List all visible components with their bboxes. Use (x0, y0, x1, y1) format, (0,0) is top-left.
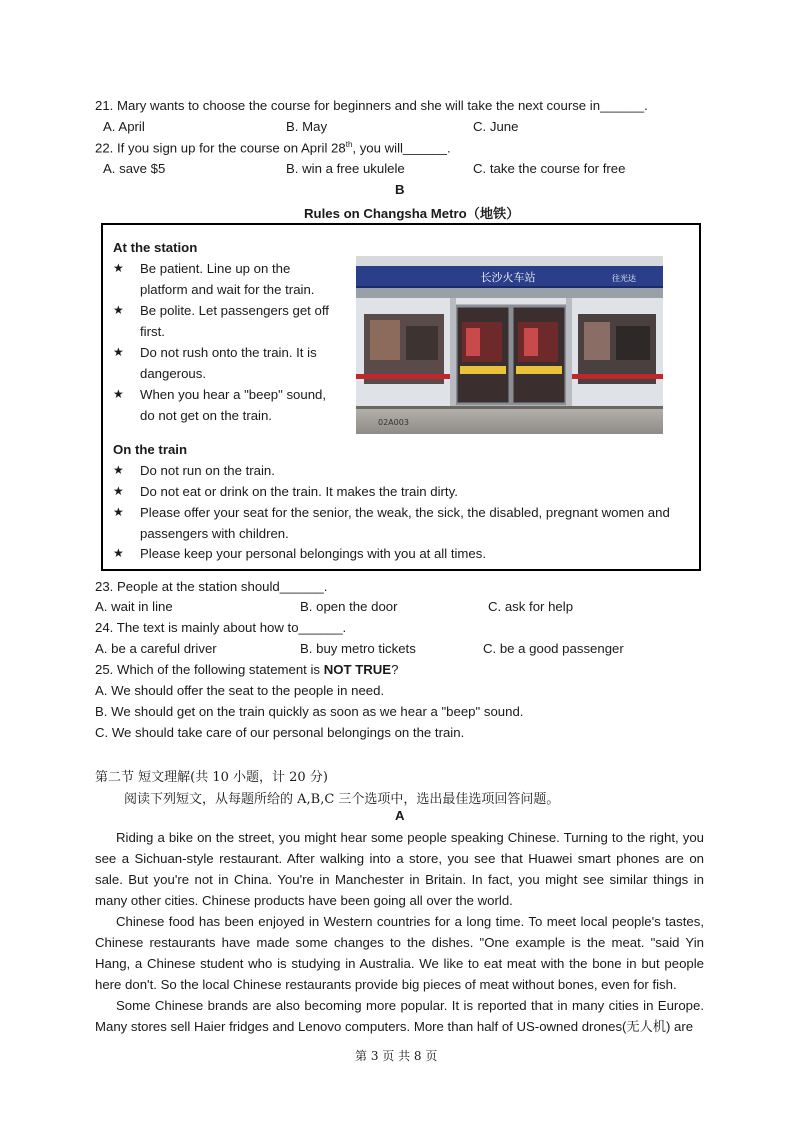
q23-option-a: A. wait in line (95, 599, 173, 614)
q23-option-c: C. ask for help (488, 599, 574, 614)
page-footer: 第 3 页 共 8 页 (355, 1049, 438, 1063)
rule-station-1-line2: platform and wait for the train. (140, 282, 315, 297)
q23-stem: 23. People at the station should______. (95, 579, 328, 594)
q21-stem: 21. Mary wants to choose the course for beginners and she will take the next course in______. (95, 98, 648, 113)
q22-option-b: B. win a free ukulele (286, 161, 405, 176)
q22-stem-end: , you will______. (352, 140, 451, 156)
rule-train-4: Please keep your personal belongings with you at all times. (140, 546, 487, 561)
q21-option-a: A. April (103, 119, 145, 134)
q25-stem (95, 662, 398, 677)
q25-option-b: B. We should get on the train quickly as soon as we hear a "beep" sound. (95, 704, 524, 719)
passage-paragraph-3: Some Chinese brands are also becoming more popular. It is reported that in many cities in Europe. Many stores sell Haier fridges and Lenovo computers. More than half of US-owned drones(无人机) are (95, 998, 704, 1034)
q25-stem-text: 25. Which of the following statement is (95, 662, 324, 677)
star-icon: ★ (113, 303, 124, 317)
star-icon: ★ (113, 345, 124, 359)
star-icon: ★ (113, 505, 124, 519)
at-station-heading: At the station (113, 240, 198, 255)
rule-station-4-line1: When you hear a "beep" sound, (140, 387, 327, 402)
q22-stem-text: 22. If you sign up for the course on April 28 (95, 140, 346, 156)
rule-station-2-line1: Be polite. Let passengers get off (140, 303, 329, 318)
q25-option-c: C. We should take care of our personal belongings on the train. (95, 725, 465, 740)
rule-station-3-line1: Do not rush onto the train. It is (140, 345, 317, 360)
rule-train-3-line2: passengers with children. (140, 526, 289, 541)
star-icon: ★ (113, 261, 124, 275)
star-icon: ★ (113, 484, 124, 498)
metro-sign-direction: 往光达 (612, 274, 636, 283)
q22-stem-sup: th (345, 140, 353, 149)
q25-option-a: A. We should offer the seat to the people in need. (95, 683, 385, 698)
rule-station-3-line2: dangerous. (140, 366, 206, 381)
rule-train-2: Do not eat or drink on the train. It makes the train dirty. (140, 484, 458, 499)
q24-option-c: C. be a good passenger (483, 641, 624, 656)
q24-option-a: A. be a careful driver (95, 641, 217, 656)
q23-option-b: B. open the door (300, 599, 398, 614)
q25-stem-end: ? (391, 662, 399, 677)
section-b-letter: B (395, 182, 405, 197)
section-b-title: Rules on Changsha Metro（地铁） (304, 206, 520, 221)
part2-instruction: 阅读下列短文，从每题所给的 A,B,C 三个选项中，选出最佳选项回答问题。 (124, 792, 560, 807)
star-icon: ★ (113, 387, 124, 401)
passage-paragraph-2: Chinese food has been enjoyed in Western countries for a long time. To meet local people's tastes, Chinese restaurants have made some changes to the dishes. "One example is the meat. "said Yin Hang, a Chinese student who is studying in Australia. We like to eat meat with the bone in but people here don't. So the local Chinese restaurants provide big pieces of meat without bones, even for fish. (95, 914, 704, 992)
q22-option-c: C. take the course for free (473, 161, 626, 176)
on-train-heading: On the train (113, 442, 187, 457)
rule-station-1-line1: Be patient. Line up on the (140, 261, 291, 276)
q24-option-b: B. buy metro tickets (300, 641, 416, 656)
train-number-label: 02A003 (378, 418, 409, 427)
passage-paragraph-1: Riding a bike on the street, you might hear some people speaking Chinese. Turning to the right, you see a Sichuan-style restaurant. After walking into a store, you see that Huawei smart phones are on sale. But you're not in China. You're in Manchester in Britain. In fact, you might see similar things in many other cities. Chinese products have been going all over the world. (95, 830, 704, 908)
q25-stem-emphasis: NOT TRUE (323, 662, 392, 677)
q22-stem (95, 140, 451, 155)
metro-sign-text: 长沙火车站 (480, 271, 536, 284)
part2-heading: 第二节 短文理解(共 10 小题，计 20 分) (95, 770, 328, 785)
metro-train-photo (356, 256, 663, 434)
star-icon: ★ (113, 546, 124, 560)
star-icon: ★ (113, 463, 124, 477)
passage-a (95, 827, 704, 1037)
rule-station-2-line2: first. (140, 324, 165, 339)
q21-option-b: B. May (286, 119, 328, 134)
part2-passage-letter: A (395, 808, 405, 823)
q21-option-c: C. June (473, 119, 519, 134)
rule-train-1: Do not run on the train. (140, 463, 275, 478)
q22-option-a: A. save $5 (103, 161, 166, 176)
q24-stem: 24. The text is mainly about how to______. (95, 620, 347, 635)
rule-train-3-line1: Please offer your seat for the senior, the weak, the sick, the disabled, pregnant women and (140, 505, 670, 520)
rule-station-4-line2: do not get on the train. (140, 408, 272, 423)
